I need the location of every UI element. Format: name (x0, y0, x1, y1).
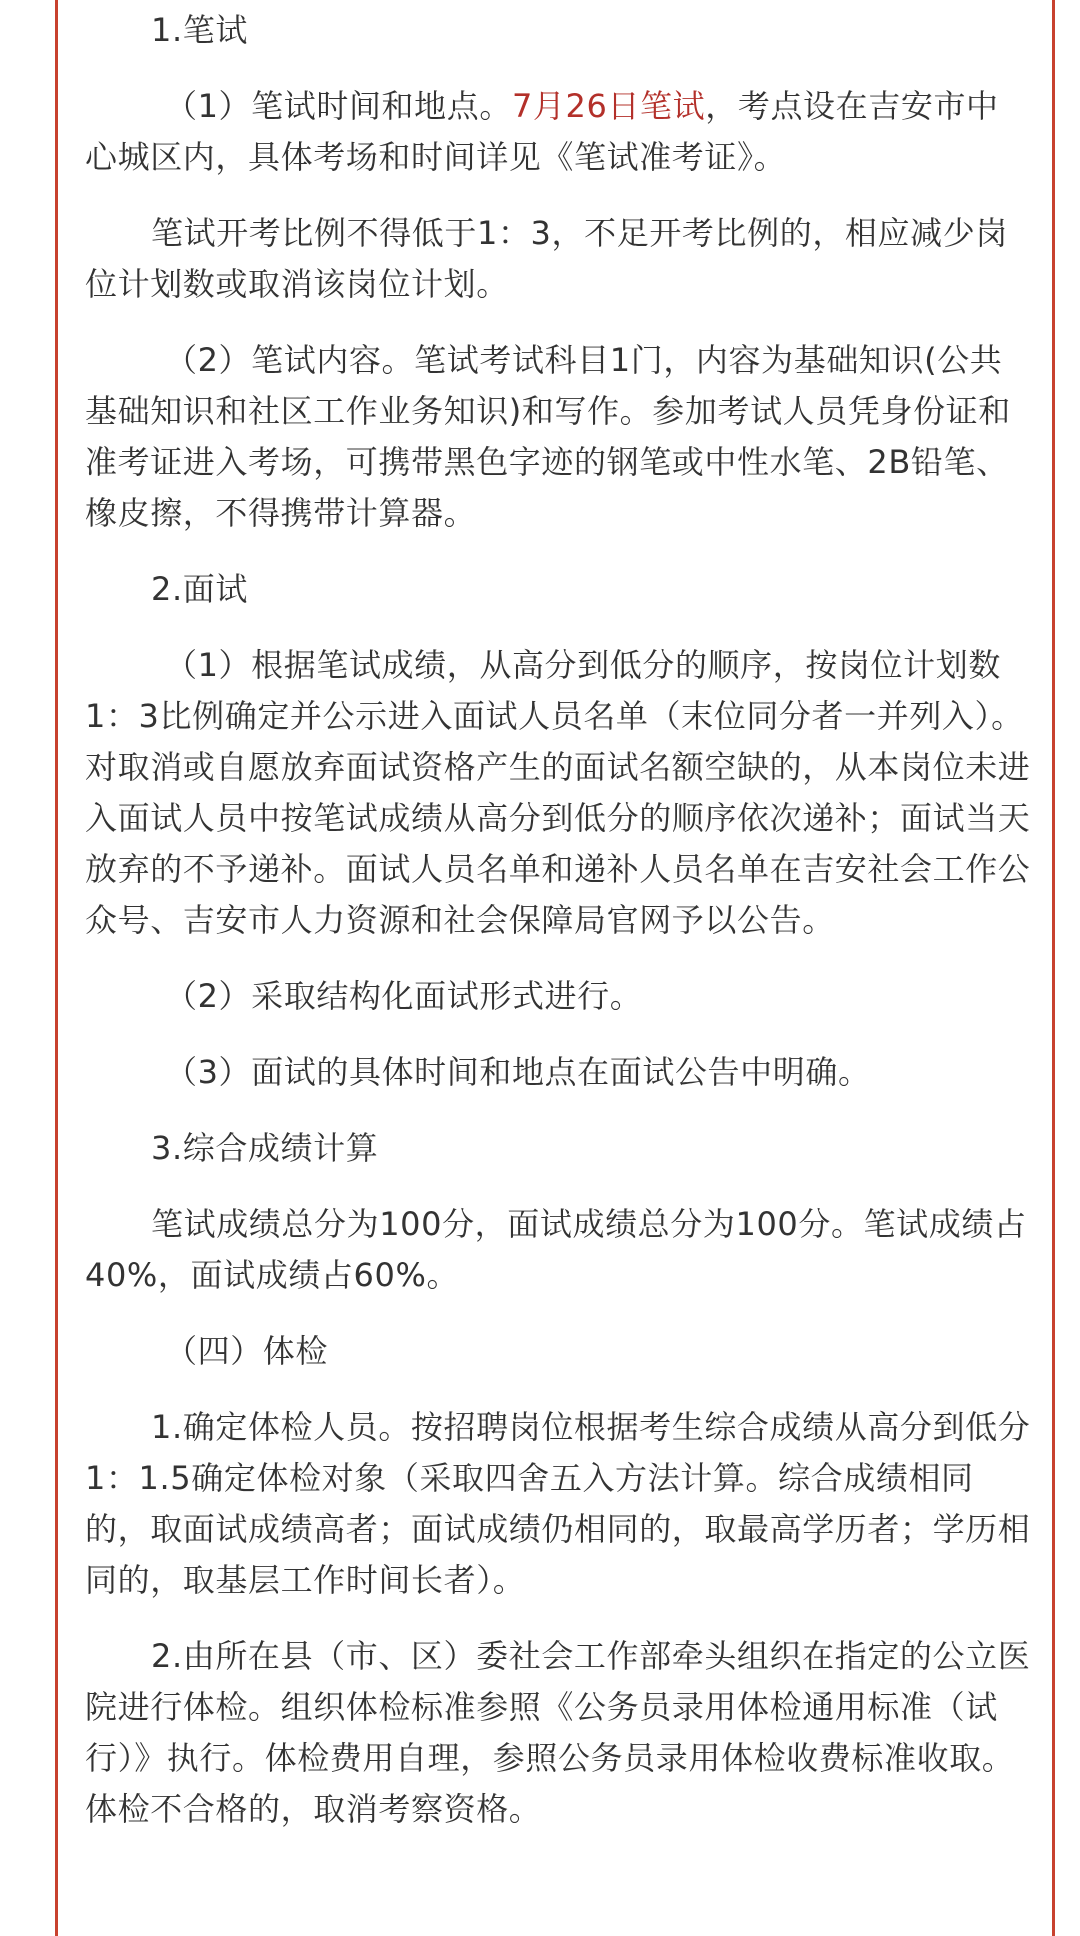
exam-time-rest: ，考点设在吉安市中心城区内，具体考场和时间详见《笔试准考证》。 (85, 87, 999, 176)
paragraph-exam-ratio: 笔试开考比例不得低于1：3，不足开考比例的，相应减少岗位计划数或取消该岗位计划。 (85, 214, 1008, 303)
exam-time-prefix: （1）笔试时间和地点。 (165, 87, 512, 125)
paragraph-interview-form: （2）采取结构化面试形式进行。 (165, 977, 643, 1015)
paragraph-exam-content: （2）笔试内容。笔试考试科目1门，内容为基础知识(公共基础知识和社区工作业务知识)和写作。参加考试人员凭身份证和准考证进入考场，可携带黑色字迹的钢笔或中性水笔、2B铅笔、橡皮擦，不得携带计算器。 (85, 341, 1011, 532)
exam-date-highlight: 7月26日笔试 (511, 87, 706, 125)
paragraph-interview-time: （3）面试的具体时间和地点在面试公告中明确。 (165, 1053, 871, 1091)
paragraph-interview-list: （1）根据笔试成绩，从高分到低分的顺序，按岗位计划数1：3比例确定并公示进入面试人员名单（末位同分者一并列入）。对取消或自愿放弃面试资格产生的面试名额空缺的，从本岗位未进入面试人员中按笔试成绩从高分到低分的顺序依次递补；面试当天放弃的不予递补。面试人员名单和递补人员名单在吉安社会工作公众号、吉安市人力资源和社会保障局官网予以公告。 (85, 646, 1031, 939)
paragraph-physical-exam-organization: 2.由所在县（市、区）委社会工作部牵头组织在指定的公立医院进行体检。组织体检标准参照《公务员录用体检通用标准（试行）》执行。体检费用自理，参照公务员录用体检收费标准收取。体检不合格的，取消考察资格。 (85, 1637, 1031, 1828)
section-heading-score: 3.综合成绩计算 (151, 1129, 379, 1167)
section-heading-physical-exam: （四）体检 (165, 1332, 329, 1370)
paragraph-physical-exam-candidates: 1.确定体检人员。按招聘岗位根据考生综合成绩从高分到低分1：1.5确定体检对象（采取四舍五入方法计算。综合成绩相同的，取面试成绩高者；面试成绩仍相同的，取最高学历者；学历相同的，取基层工作时间长者）。 (85, 1408, 1031, 1599)
article-body (85, 5, 1031, 1860)
section-heading-written-exam: 1.笔试 (151, 11, 248, 49)
section-heading-interview: 2.面试 (151, 570, 248, 608)
paragraph-score-calculation: 笔试成绩总分为100分，面试成绩总分为100分。笔试成绩占40%，面试成绩占60%。 (85, 1205, 1027, 1294)
paragraph-exam-time-place (85, 81, 1031, 183)
